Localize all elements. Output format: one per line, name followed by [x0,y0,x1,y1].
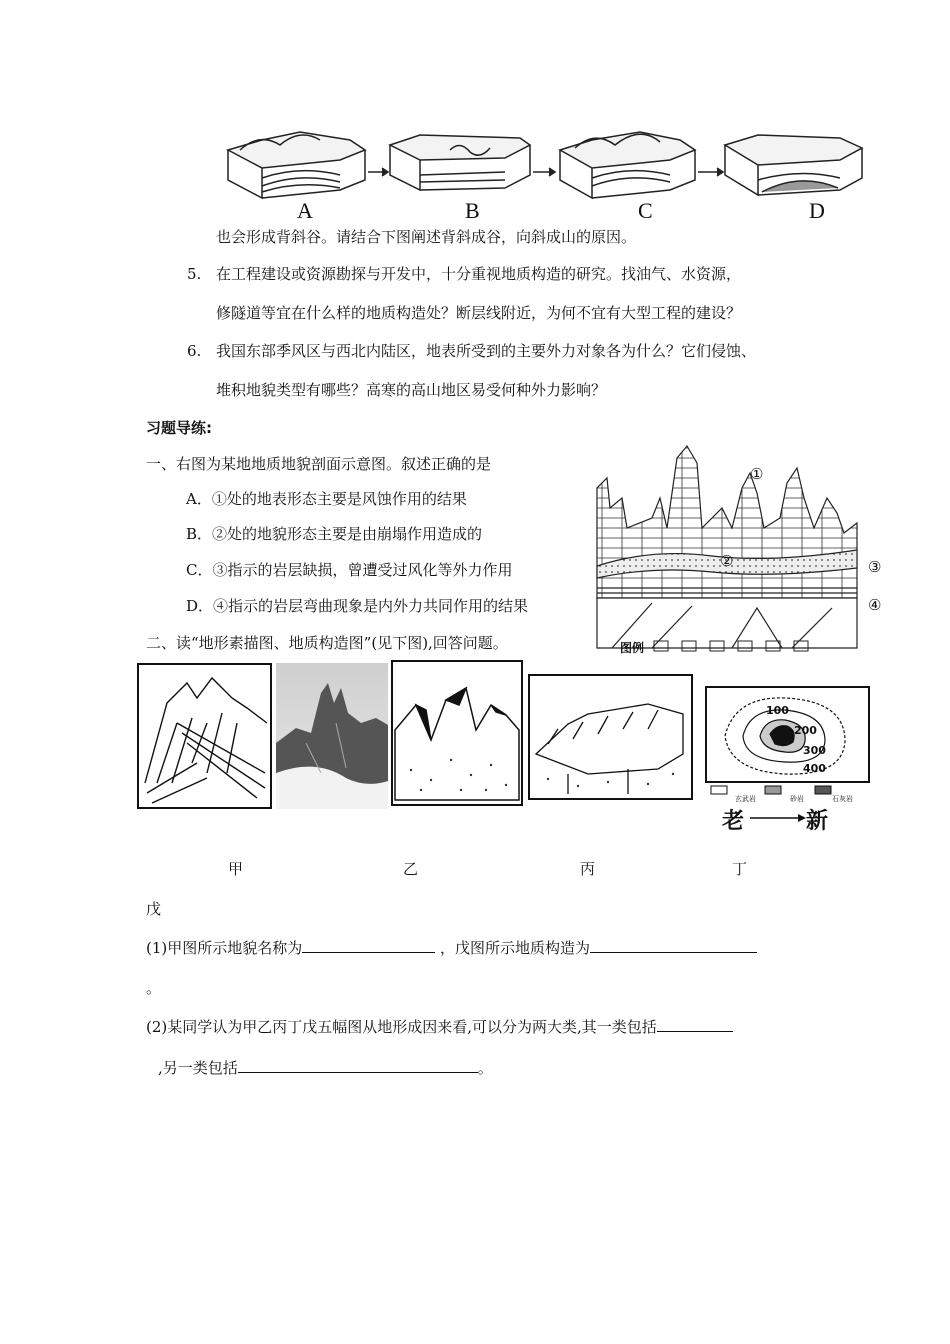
age-new-label: 新 [806,809,829,834]
question-2-part-b: ,另一类包括 [158,1059,238,1077]
question-1-end: 。 [146,979,162,997]
option-b: B．②处的地貌形态主要是由崩塌作用造成的 [186,525,483,543]
profile-mark-4: ④ [868,596,882,614]
block-diagram-sequence [0,0,950,230]
answer-blank-category-2[interactable] [238,1056,478,1073]
option-c: C．③指示的岩层缺损，曾遭受过风化等外力作用 [186,561,513,579]
panel-label-jia: 甲 [228,860,244,878]
paragraph-line: 也会形成背斜谷。请结合下图阐述背斜成谷，向斜成山的原因。 [216,228,637,246]
panel-bing-sketch [391,660,523,806]
question-1 [146,936,757,958]
panel-label-ding: 丁 [732,860,748,878]
question-6-line-2: 堆积地貌类型有哪些？高寒的高山地区易受何种外力影响？ [216,381,607,399]
panel-label-yi: 乙 [403,860,419,878]
contour-label-300: 300 [803,744,826,757]
figure-label-c: C [638,198,653,223]
answer-blank-category-1[interactable] [657,1015,733,1032]
figure-label-b: B [465,198,480,223]
panel-ding-sketch [528,674,693,800]
question-5-number: 5. [187,265,202,283]
figure-label-d: D [809,198,825,223]
panel-label-bing: 丙 [580,860,596,878]
question-2-end: 。 [477,1059,493,1077]
profile-legend-title: 图例 [620,641,645,655]
panel-label-wu: 戊 [146,900,162,918]
exercise-heading: 习题导练: [146,419,212,437]
age-old-label: 老 [722,809,745,834]
question-5-line-2: 修隧道等宜在什么样的地质构造处？断层线附近，为何不宜有大型工程的建设？ [216,304,742,322]
question-6-number: 6. [187,342,202,360]
panel-yi-photo [276,663,388,809]
profile-mark-2: ② [720,552,734,570]
question-1-part-b: ，戊图所示地质构造为 [440,939,591,957]
legend-limestone: 石灰岩 [832,795,853,803]
contour-label-100: 100 [766,704,789,717]
answer-blank-structure[interactable] [590,936,757,953]
panel-wu-map [705,686,870,798]
question-2 [146,1015,733,1037]
figure-label-a: A [297,198,313,223]
geologic-profile-diagram [592,438,892,658]
exercise-q1-stem: 一、右图为某地地质地貌剖面示意图。叙述正确的是 [146,455,492,473]
question-6-line-1: 我国东部季风区与西北内陆区，地表所受到的主要外力对象各为什么？它们侵蚀、 [216,342,757,360]
answer-blank-landform[interactable] [302,936,435,953]
contour-label-200: 200 [794,724,817,737]
age-arrow [748,812,808,824]
question-2-cont [158,1056,493,1078]
question-2-part-a: (2)某同学认为甲乙丙丁戊五幅图从地形成因来看,可以分为两大类,其一类包括 [146,1018,657,1036]
legend-basalt: 玄武岩 [735,795,756,803]
profile-mark-1: ① [750,465,764,483]
question-5-line-1: 在工程建设或资源勘探与开发中，十分重视地质构造的研究。找油气、水资源， [216,265,742,283]
contour-label-400: 400 [803,762,826,775]
panel-jia-sketch [137,663,272,809]
exercise-q2-stem: 二、读“地形素描图、地质构造图”(见下图),回答问题。 [146,634,508,652]
question-1-part-a: (1)甲图所示地貌名称为 [146,939,303,957]
profile-mark-3: ③ [868,558,882,576]
option-d: D．④指示的岩层弯曲现象是内外力共同作用的结果 [186,597,529,615]
option-a: A．①处的地表形态主要是风蚀作用的结果 [186,490,467,508]
legend-sandstone: 砂岩 [790,795,804,803]
